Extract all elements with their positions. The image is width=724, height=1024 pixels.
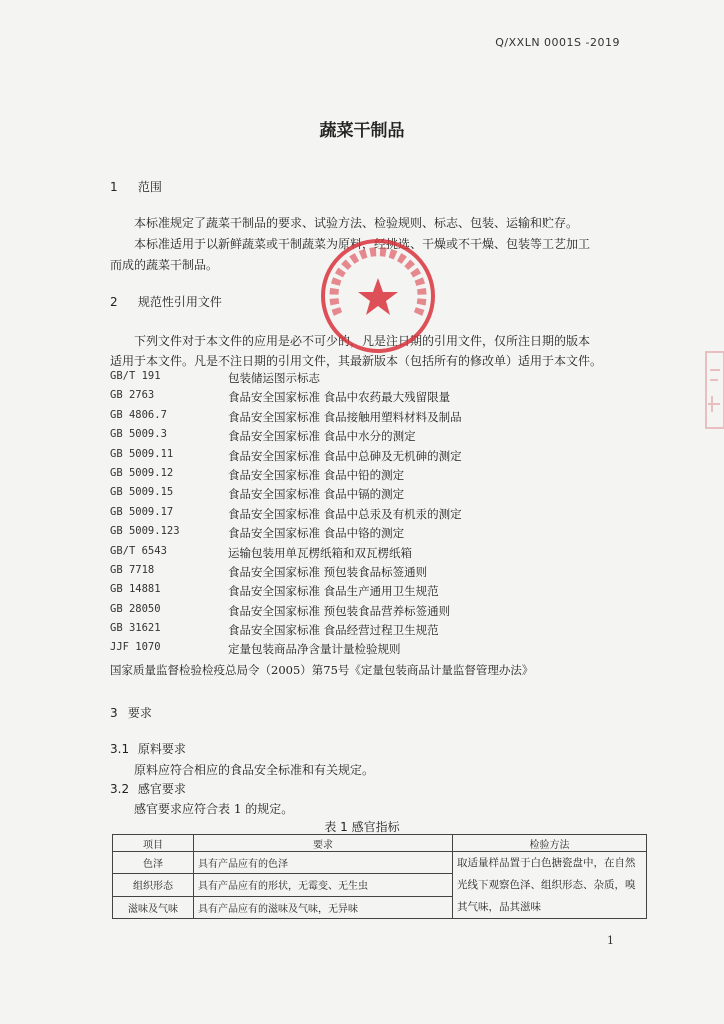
paragraph-line: 本标准适用于以新鲜蔬菜或干制蔬菜为原料，经挑选、干燥或不干燥、包装等工艺加工 — [134, 237, 591, 251]
reference-item — [110, 409, 630, 428]
reference-item — [110, 583, 630, 602]
section-number: 3 — [110, 706, 118, 720]
reference-code: JJF 1070 — [110, 641, 161, 654]
table-cell-requirement: 具有产品应有的色泽 — [194, 852, 453, 874]
paragraph-line: 本标准规定了蔬菜干制品的要求、试验方法、检验规则、标志、包装、运输和贮存。 — [134, 216, 579, 230]
reference-title: 食品安全国家标准 食品接触用塑料材料及制品 — [228, 409, 462, 424]
table-header-cell: 要求 — [194, 835, 453, 852]
reference-code: GB 5009.123 — [110, 525, 180, 538]
reference-code: GB 14881 — [110, 583, 161, 596]
section-2-heading — [110, 293, 222, 310]
section-number: 2 — [110, 295, 118, 309]
reference-item — [110, 525, 630, 544]
reference-code: GB 2763 — [110, 389, 155, 402]
reference-title: 食品安全国家标准 食品中铬的测定 — [228, 526, 405, 541]
reference-item — [110, 603, 630, 622]
table-cell-item: 组织形态 — [113, 874, 194, 896]
reference-item — [110, 428, 630, 447]
section-1-heading — [110, 178, 162, 195]
sensory-table — [112, 834, 647, 919]
reference-code: GB 5009.17 — [110, 505, 174, 518]
reference-code: GB/T 191 — [110, 370, 161, 382]
page-number: 1 — [607, 934, 614, 947]
reference-code: GB/T 6543 — [110, 544, 167, 557]
subsection-title: 感官要求 — [137, 782, 186, 796]
reference-title: 食品安全国家标准 食品中总汞及有机汞的测定 — [228, 506, 462, 521]
table-header-row — [113, 835, 647, 852]
section-3-heading — [110, 704, 152, 721]
subsection-3-1-heading — [110, 740, 186, 757]
paragraph-line: 下列文件对于本文件的应用是必不可少的，凡是注日期的引用文件，仅所注日期的版本 — [134, 334, 591, 348]
reference-title: 包装储运图示标志 — [228, 371, 320, 385]
edge-seal-strokes — [708, 370, 720, 412]
reference-code: GB 5009.15 — [110, 486, 174, 499]
table-cell-requirement: 具有产品应有的滋味及气味，无异味 — [194, 896, 453, 918]
reference-title: 食品安全国家标准 食品中农药最大残留限量 — [228, 390, 451, 405]
paragraph-line: 适用于本文件。凡是不注日期的引用文件，其最新版本（包括所有的修改单）适用于本文件。 — [110, 354, 603, 368]
reference-code: GB 4806.7 — [110, 408, 167, 421]
subsection-title: 原料要求 — [137, 742, 186, 756]
reference-title: 食品安全国家标准 食品中镉的测定 — [228, 487, 405, 502]
section-title: 要求 — [127, 706, 152, 720]
reference-code: GB 7718 — [110, 563, 155, 576]
reference-code: GB 5009.3 — [110, 428, 167, 441]
reference-code: GB 31621 — [110, 622, 161, 635]
reference-item — [110, 545, 630, 564]
paragraph-line: 而成的蔬菜干制品。 — [110, 258, 219, 272]
table-cell-method: 取适量样品置于白色搪瓷盘中，在自然光线下观察色泽、组织形态、杂质，嗅其气味，品其滋味 — [453, 852, 647, 919]
table-cell-item: 滋味及气味 — [113, 896, 194, 918]
reference-title: 食品安全国家标准 食品生产通用卫生规范 — [228, 584, 439, 599]
subsection-3-2-heading — [110, 780, 186, 797]
edge-seal-fragment — [702, 350, 724, 430]
reference-title: 定量包装商品净含量计量检验规则 — [228, 642, 401, 657]
edge-seal-border — [706, 352, 724, 428]
reference-title: 食品安全国家标准 食品中水分的测定 — [228, 429, 416, 444]
subsection-number: 3.1 — [110, 742, 130, 756]
reference-title: 食品安全国家标准 预包装食品标签通则 — [228, 564, 428, 579]
table-header-cell: 项目 — [113, 835, 194, 852]
table-caption: 表 1 感官指标 — [324, 820, 400, 834]
reference-item — [110, 370, 630, 389]
reference-item — [110, 506, 630, 525]
table-cell-requirement: 具有产品应有的形状，无霉变、无生虫 — [194, 874, 453, 896]
reference-item — [110, 564, 630, 583]
section-title: 规范性引用文件 — [137, 295, 222, 309]
table-header-cell: 检验方法 — [453, 835, 647, 852]
reference-item — [110, 641, 630, 660]
section-title: 范围 — [137, 180, 162, 194]
reference-title: 食品安全国家标准 食品经营过程卫生规范 — [228, 623, 439, 638]
document-code: Q/XXLN 0001S -2019 — [495, 36, 620, 49]
reference-item — [110, 389, 630, 408]
decree-reference: 国家质量监督检验检疫总局令（2005）第75号《定量包装商品计量监督管理办法》 — [110, 663, 534, 677]
reference-title: 食品安全国家标准 食品中总砷及无机砷的测定 — [228, 448, 462, 463]
reference-title: 食品安全国家标准 预包装食品营养标签通则 — [228, 603, 451, 618]
reference-code: GB 28050 — [110, 602, 161, 615]
reference-item — [110, 467, 630, 486]
paragraph-line: 感官要求应符合表 1 的规定。 — [134, 802, 294, 816]
reference-code: GB 5009.12 — [110, 466, 174, 479]
paragraph-line: 原料应符合相应的食品安全标准和有关规定。 — [134, 763, 375, 777]
table-cell-item: 色泽 — [113, 852, 194, 874]
reference-item — [110, 486, 630, 505]
reference-code: GB 5009.11 — [110, 447, 174, 460]
reference-item — [110, 448, 630, 467]
seal-star-icon — [358, 278, 398, 315]
table-row — [113, 852, 647, 874]
reference-title: 食品安全国家标准 食品中铅的测定 — [228, 467, 405, 482]
reference-item — [110, 622, 630, 641]
document-title: 蔬菜干制品 — [319, 121, 405, 141]
reference-list — [110, 370, 630, 661]
section-number: 1 — [110, 180, 118, 194]
seal-text-arc — [334, 252, 422, 314]
reference-title: 运输包装用单瓦楞纸箱和双瓦楞纸箱 — [228, 545, 412, 560]
subsection-number: 3.2 — [110, 782, 130, 796]
